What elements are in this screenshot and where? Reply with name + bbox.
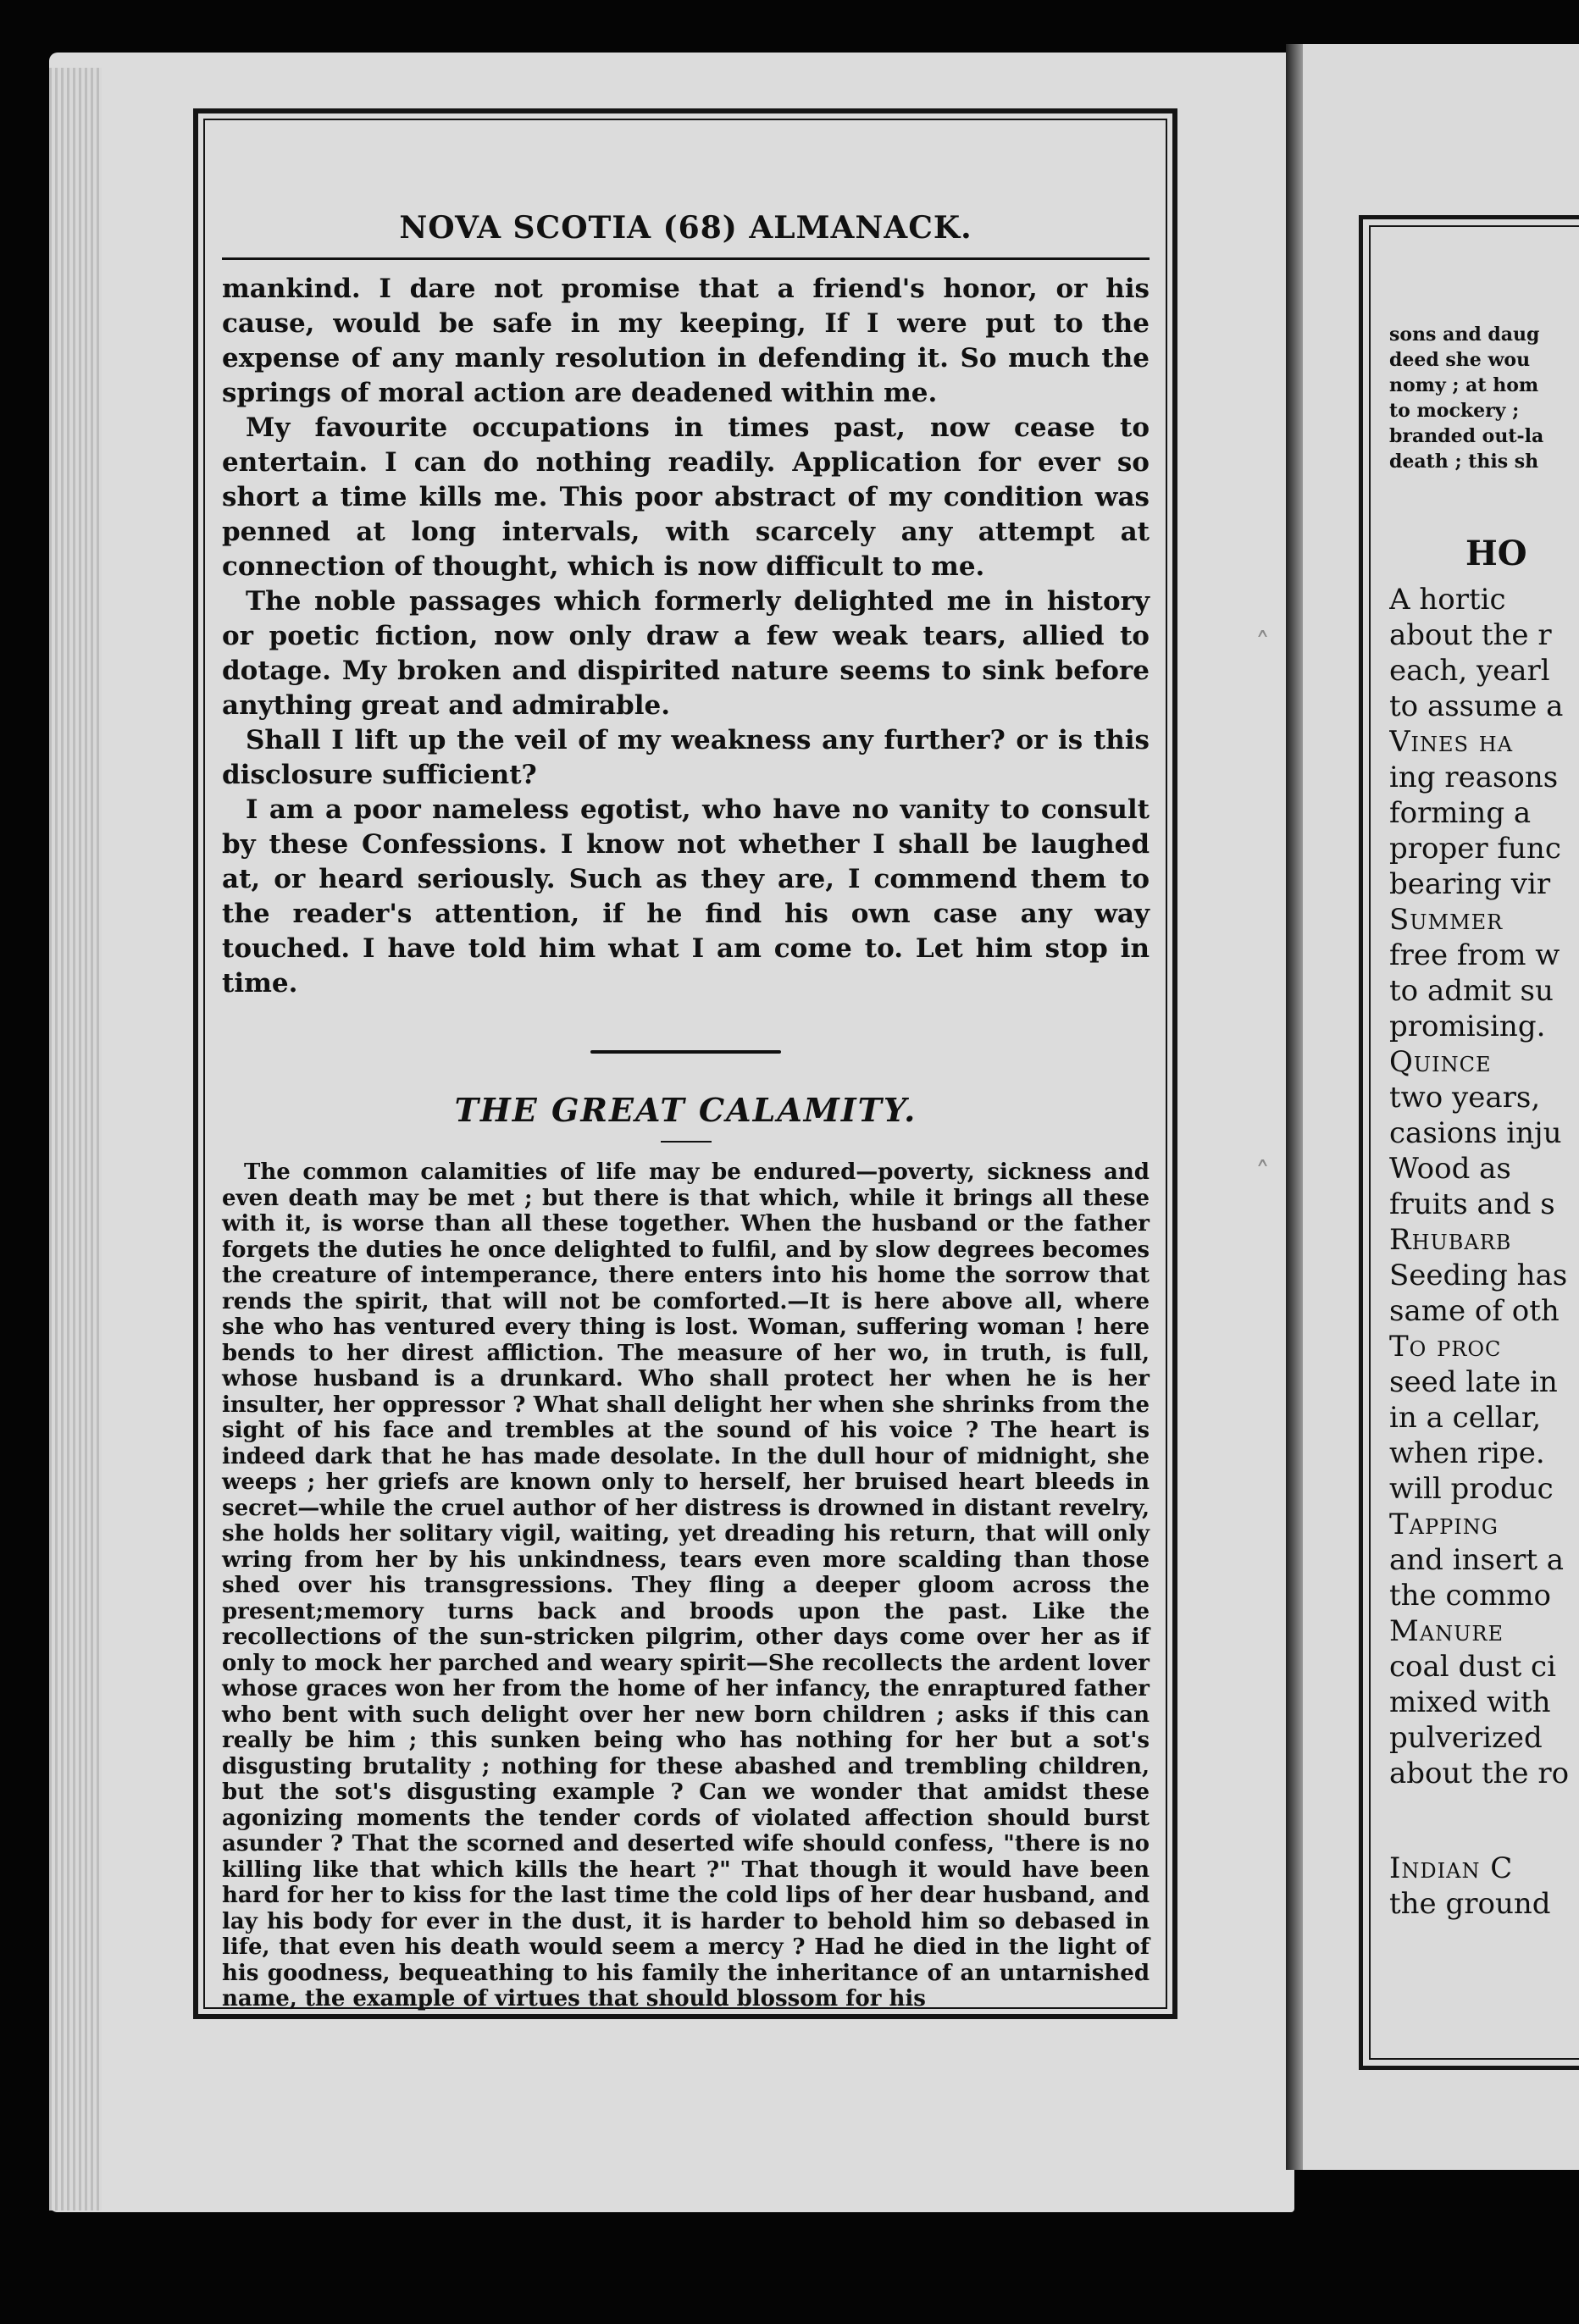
section-divider — [590, 1050, 781, 1054]
article-body: The common calamities of life may be endured—poverty, sickness and even death may be met ; but there is that which, while it brings all these with it, is worse than all these together. When the husband or the father forgets the duties he once delighted to fulfil, and by slow degrees becomes the creature of intemperance, there enters into his home the sorrow that rends the spirit, that will not be comforted.—It is here above all, where she who has ventured every thing is lost. Woman, suffering woman ! here bends to her direst affliction. The measure of her wo, in truth, is full, whose husband is a drunkard. Who shall protect her when he is her insulter, her oppressor ? What shall delight her when she shrinks from the sight of his face and trembles at the sound of his voice ? The heart is indeed dark that he has made desolate. In the dull hour of midnight, she weeps ; her griefs are known only to herself, her bruised heart bleeds in secret—while the cruel author of her distress is drowned in distant revelry, she holds her solitary vigil, waiting, yet dreading his return, that will only wring from her by his unkindness, tears even more scalding than those shed over his transgressions. They fling a deeper gloom across the present;memory turns back and broods upon the past. Like the recollections of the sun-stricken pilgrim, other days come over her as if only to mock her parched and weary spirit—She recollects the ardent lover whose graces won her from the home of her infancy, the enraptured father who bent with such delight over her new born children ; asks if this can really be him ; this sunken being who has nothing for her but a sot's disgusting brutality ; nothing for these abashed and trembling children, but the sot's disgusting example ? Can we wonder that amidst these agonizing moments the tender cords of violated affection should burst asunder ? That the scorned and deserted wife should confess, "there is no killing like that which kills the heart ?" That though it would have been hard for her to kiss for the last time the cold lips of her dear husband, and lay his body for ever in the dust, it is harder to behold him so debased in life, that even his death would seem a mercy ? Had he died in the light of his goodness, bequeathing to his family the inheritance of an untarnished name, the example of virtues that should blossom for his — [222, 1159, 1150, 2011]
right-line: and insert a — [1389, 1543, 1565, 1577]
right-line: To proc — [1389, 1330, 1502, 1364]
right-line: coal dust ci — [1389, 1650, 1556, 1684]
right-line: Manure — [1389, 1614, 1504, 1648]
right-line: the ground — [1389, 1887, 1551, 1921]
paragraph: I am a poor nameless egotist, who have no vanity to consult by these Confessions. I know not whether I shall be laughed at, or heard seriously. Such as they are, I commend them to the reader's attention, if he find his own case any way touched. I have told him what I am come to. Let him stop in time. — [222, 794, 1150, 999]
right-top-line: sons and daug — [1389, 324, 1540, 346]
right-line: each, yearl — [1389, 654, 1550, 688]
right-line: Wood as — [1389, 1152, 1511, 1186]
right-line: when ripe. — [1389, 1436, 1545, 1470]
right-line: casions inju — [1389, 1116, 1562, 1150]
margin-mark: ˄ — [1255, 1156, 1270, 1190]
right-line: two years, — [1389, 1081, 1541, 1115]
margin-mark: ˄ — [1255, 627, 1270, 661]
right-line: to assume a — [1389, 689, 1564, 723]
paragraph: Shall I lift up the veil of my weakness any further? or is this disclosure sufficient? — [222, 725, 1150, 790]
right-top-line: nomy ; at hom — [1389, 374, 1539, 396]
gutter-shadow — [1286, 44, 1303, 2170]
right-line: about the ro — [1389, 1757, 1570, 1790]
right-line: Rhubarb — [1389, 1223, 1512, 1257]
page-content — [222, 134, 1150, 2011]
page-edge — [49, 68, 102, 2211]
right-top-line: death ; this sh — [1389, 451, 1539, 473]
right-line: ing reasons — [1389, 761, 1559, 794]
right-top-line: to mockery ; — [1389, 400, 1520, 422]
right-line: free from w — [1389, 938, 1560, 972]
right-line: forming a — [1389, 796, 1532, 830]
article-title: THE GREAT CALAMITY. — [454, 1091, 917, 1129]
paragraph: My favourite occupations in times past, now cease to entertain. I can do nothing readily. Application for ever so short a time kills me. This poor abstract of my condition was penned at long intervals, with scarcely any attempt at connection of thought, which is now difficult to me. — [222, 412, 1150, 582]
right-line: the commo — [1389, 1579, 1551, 1613]
right-line: bearing vir — [1389, 867, 1551, 901]
paragraph: The noble passages which formerly delighted me in history or poetic fiction, now only draw a few weak tears, allied to dotage. My broken and dispirited nature seems to sink before anything great and admirable. — [222, 586, 1150, 721]
paragraph: mankind. I dare not promise that a friend's honor, or his cause, would be safe in my keeping, If I were put to the expense of any manly resolution in defending it. So much the springs of moral action are deadened within me. — [222, 274, 1150, 408]
right-page-content — [1389, 322, 1579, 2016]
right-line: Summer — [1389, 903, 1504, 937]
title-rule — [661, 1141, 712, 1143]
right-line: in a cellar, — [1389, 1401, 1542, 1435]
running-head: NOVA SCOTIA (68) ALMANACK. — [399, 210, 972, 246]
right-heading: HO — [1465, 534, 1527, 573]
right-line: pulverized — [1389, 1721, 1543, 1755]
right-line: mixed with — [1389, 1685, 1551, 1719]
right-line: Seeding has — [1389, 1259, 1568, 1292]
right-gap — [1389, 1791, 1579, 1851]
right-line: Tapping — [1389, 1508, 1499, 1541]
right-line: Quince — [1389, 1045, 1492, 1079]
right-line: to admit su — [1389, 974, 1554, 1008]
right-line: Indian C — [1389, 1851, 1514, 1885]
right-line: same of oth — [1389, 1294, 1560, 1328]
right-line: will produc — [1389, 1472, 1554, 1506]
right-line: seed late in — [1389, 1365, 1558, 1399]
right-top-line: branded out-la — [1389, 425, 1544, 447]
right-line: promising. — [1389, 1010, 1546, 1043]
right-line: A hortic — [1389, 583, 1506, 617]
right-line: about the r — [1389, 618, 1552, 652]
right-line: proper func — [1389, 832, 1561, 866]
header-rule — [222, 257, 1150, 260]
right-line: fruits and s — [1389, 1187, 1555, 1221]
right-line: Vines ha — [1389, 725, 1514, 759]
right-top-line: deed she wou — [1389, 349, 1531, 371]
